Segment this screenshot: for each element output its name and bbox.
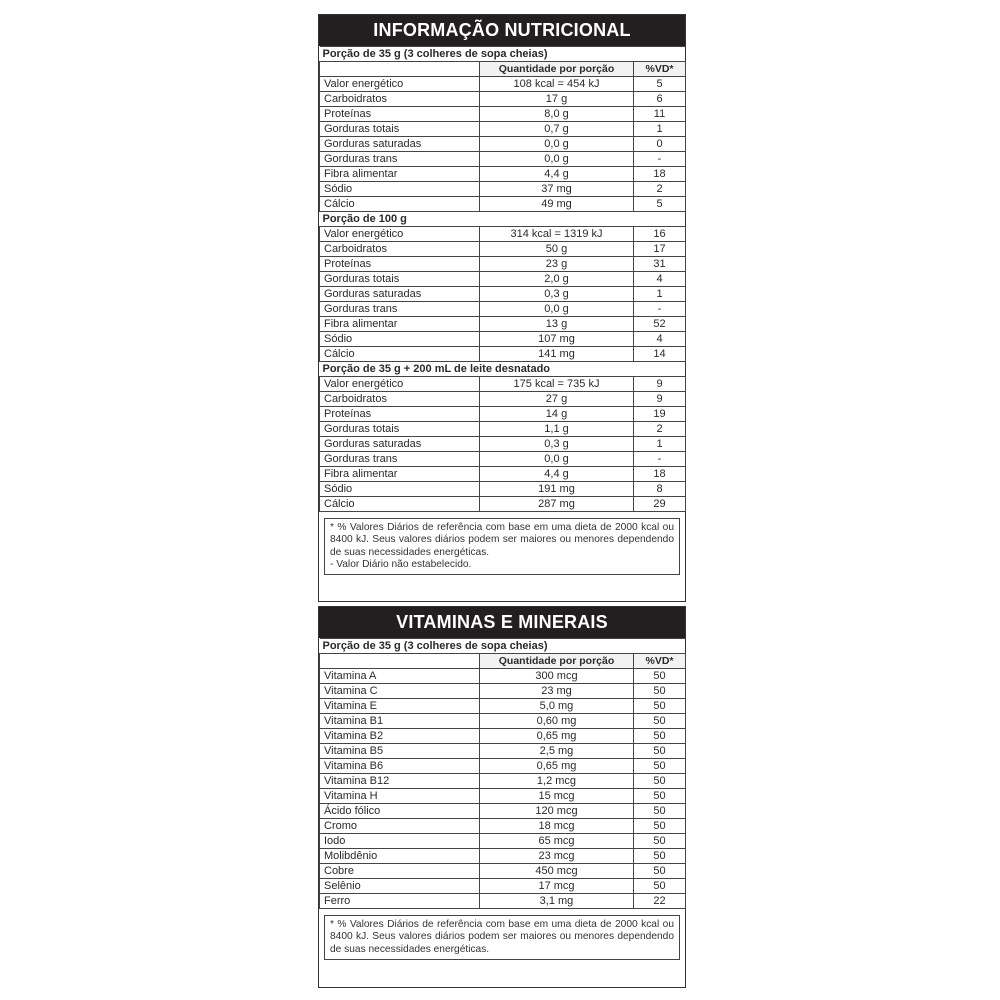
nutrition-footnote xyxy=(324,518,680,575)
nutrient-amount: 4,4 g xyxy=(480,167,634,182)
nutrient-name: Sódio xyxy=(320,332,480,347)
nutrient-daily-value: 9 xyxy=(634,392,686,407)
nutrient-daily-value: 50 xyxy=(634,879,686,894)
nutrient-name: Vitamina B1 xyxy=(320,714,480,729)
nutrient-daily-value: - xyxy=(634,302,686,317)
column-header-blank xyxy=(320,62,480,77)
nutrient-name: Gorduras saturadas xyxy=(320,287,480,302)
nutrient-amount: 23 g xyxy=(480,257,634,272)
nutrient-daily-value: 29 xyxy=(634,497,686,512)
footnote-text: * % Valores Diários de referência com base em uma dieta de 2000 kcal ou 8400 kJ. Seus valores diários podem ser maiores ou menores dependendo de suas necessidades energéticas. xyxy=(330,919,674,955)
nutrient-amount: 23 mcg xyxy=(480,849,634,864)
table-row xyxy=(320,377,686,392)
table-row xyxy=(320,729,686,744)
nutrient-daily-value: 1 xyxy=(634,122,686,137)
table-row xyxy=(320,257,686,272)
nutrient-amount: 0,60 mg xyxy=(480,714,634,729)
nutrient-daily-value: 4 xyxy=(634,332,686,347)
table-row xyxy=(320,107,686,122)
table-row xyxy=(320,804,686,819)
column-header-vd: %VD* xyxy=(634,62,686,77)
nutrient-daily-value: 50 xyxy=(634,804,686,819)
table-row xyxy=(320,497,686,512)
nutrient-name: Vitamina B12 xyxy=(320,774,480,789)
nutrient-name: Cálcio xyxy=(320,197,480,212)
nutrient-amount: 14 g xyxy=(480,407,634,422)
nutrition-facts-panel xyxy=(318,14,686,602)
nutrient-name: Cromo xyxy=(320,819,480,834)
nutrient-name: Gorduras totais xyxy=(320,122,480,137)
nutrient-daily-value: 50 xyxy=(634,774,686,789)
table-row xyxy=(320,122,686,137)
nutrient-name: Molibdênio xyxy=(320,849,480,864)
nutrient-name: Gorduras totais xyxy=(320,272,480,287)
table-row xyxy=(320,482,686,497)
table-row xyxy=(320,714,686,729)
nutrient-amount: 65 mcg xyxy=(480,834,634,849)
nutrient-amount: 15 mcg xyxy=(480,789,634,804)
nutrient-name: Sódio xyxy=(320,182,480,197)
nutrient-daily-value: 50 xyxy=(634,699,686,714)
table-row xyxy=(320,744,686,759)
nutrient-amount: 175 kcal = 735 kJ xyxy=(480,377,634,392)
nutrient-amount: 120 mcg xyxy=(480,804,634,819)
table-row xyxy=(320,167,686,182)
nutrient-name: Valor energético xyxy=(320,227,480,242)
nutrient-daily-value: 9 xyxy=(634,377,686,392)
serving-heading-row xyxy=(320,212,686,227)
table-row xyxy=(320,669,686,684)
nutrient-name: Proteínas xyxy=(320,107,480,122)
table-row xyxy=(320,684,686,699)
nutrient-daily-value: 5 xyxy=(634,77,686,92)
nutrient-amount: 37 mg xyxy=(480,182,634,197)
nutrient-daily-value: 22 xyxy=(634,894,686,909)
nutrient-name: Gorduras saturadas xyxy=(320,437,480,452)
nutrient-daily-value: 2 xyxy=(634,422,686,437)
nutrient-amount: 0,0 g xyxy=(480,302,634,317)
column-header-row xyxy=(320,62,686,77)
nutrient-daily-value: 50 xyxy=(634,729,686,744)
table-row xyxy=(320,302,686,317)
vitamins-minerals-panel xyxy=(318,606,686,988)
nutrient-daily-value: - xyxy=(634,452,686,467)
nutrient-name: Proteínas xyxy=(320,257,480,272)
nutrition-title: INFORMAÇÃO NUTRICIONAL xyxy=(319,15,685,46)
table-row xyxy=(320,347,686,362)
nutrient-amount: 0,7 g xyxy=(480,122,634,137)
serving-heading: Porção de 35 g (3 colheres de sopa cheias) xyxy=(320,639,686,654)
nutrient-amount: 0,0 g xyxy=(480,452,634,467)
nutrient-name: Cálcio xyxy=(320,497,480,512)
nutrient-daily-value: 16 xyxy=(634,227,686,242)
nutrient-daily-value: 50 xyxy=(634,684,686,699)
table-row xyxy=(320,407,686,422)
nutrient-amount: 0,0 g xyxy=(480,137,634,152)
nutrient-amount: 49 mg xyxy=(480,197,634,212)
table-row xyxy=(320,864,686,879)
vitamins-footnote xyxy=(324,915,680,960)
nutrient-amount: 300 mcg xyxy=(480,669,634,684)
nutrient-name: Fibra alimentar xyxy=(320,467,480,482)
nutrient-name: Ferro xyxy=(320,894,480,909)
nutrient-daily-value: 50 xyxy=(634,849,686,864)
nutrient-name: Proteínas xyxy=(320,407,480,422)
nutrient-name: Gorduras totais xyxy=(320,422,480,437)
nutrient-daily-value: 50 xyxy=(634,834,686,849)
nutrient-name: Vitamina C xyxy=(320,684,480,699)
table-row xyxy=(320,789,686,804)
table-row xyxy=(320,242,686,257)
nutrient-amount: 2,5 mg xyxy=(480,744,634,759)
table-row xyxy=(320,272,686,287)
table-row xyxy=(320,227,686,242)
nutrient-name: Cálcio xyxy=(320,347,480,362)
table-row xyxy=(320,287,686,302)
nutrient-amount: 27 g xyxy=(480,392,634,407)
column-header-vd: %VD* xyxy=(634,654,686,669)
nutrient-name: Vitamina H xyxy=(320,789,480,804)
nutrient-daily-value: 50 xyxy=(634,864,686,879)
nutrient-name: Vitamina B2 xyxy=(320,729,480,744)
nutrient-name: Selênio xyxy=(320,879,480,894)
table-row xyxy=(320,92,686,107)
nutrient-name: Valor energético xyxy=(320,377,480,392)
nutrient-name: Gorduras trans xyxy=(320,302,480,317)
nutrient-daily-value: 6 xyxy=(634,92,686,107)
nutrient-amount: 0,0 g xyxy=(480,152,634,167)
serving-heading: Porção de 35 g + 200 mL de leite desnatado xyxy=(320,362,686,377)
vitamins-table xyxy=(319,638,686,909)
table-row xyxy=(320,137,686,152)
nutrient-name: Carboidratos xyxy=(320,392,480,407)
nutrient-amount: 13 g xyxy=(480,317,634,332)
nutrient-daily-value: 50 xyxy=(634,714,686,729)
nutrient-amount: 3,1 mg xyxy=(480,894,634,909)
nutrient-amount: 191 mg xyxy=(480,482,634,497)
table-row xyxy=(320,332,686,347)
footnote-text-2: - Valor Diário não estabelecido. xyxy=(330,558,472,570)
table-row xyxy=(320,879,686,894)
nutrient-name: Fibra alimentar xyxy=(320,317,480,332)
nutrient-daily-value: - xyxy=(634,152,686,167)
nutrient-name: Vitamina B6 xyxy=(320,759,480,774)
nutrient-amount: 0,3 g xyxy=(480,437,634,452)
table-row xyxy=(320,467,686,482)
nutrient-name: Gorduras saturadas xyxy=(320,137,480,152)
nutrient-daily-value: 19 xyxy=(634,407,686,422)
table-row xyxy=(320,699,686,714)
nutrient-amount: 1,2 mcg xyxy=(480,774,634,789)
table-row xyxy=(320,422,686,437)
nutrient-daily-value: 14 xyxy=(634,347,686,362)
nutrient-daily-value: 2 xyxy=(634,182,686,197)
table-row xyxy=(320,317,686,332)
nutrient-amount: 8,0 g xyxy=(480,107,634,122)
column-header-row xyxy=(320,654,686,669)
nutrient-daily-value: 11 xyxy=(634,107,686,122)
table-row xyxy=(320,849,686,864)
footnote-text: * % Valores Diários de referência com base em uma dieta de 2000 kcal ou 8400 kJ. Seus valores diários podem ser maiores ou menores dependendo de suas necessidades energéticas. xyxy=(330,522,674,558)
nutrient-daily-value: 31 xyxy=(634,257,686,272)
nutrient-name: Valor energético xyxy=(320,77,480,92)
nutrient-daily-value: 50 xyxy=(634,669,686,684)
nutrient-daily-value: 8 xyxy=(634,482,686,497)
nutrient-amount: 4,4 g xyxy=(480,467,634,482)
nutrient-name: Fibra alimentar xyxy=(320,167,480,182)
nutrient-name: Gorduras trans xyxy=(320,152,480,167)
nutrient-daily-value: 50 xyxy=(634,759,686,774)
vitamins-title: VITAMINAS E MINERAIS xyxy=(319,607,685,638)
table-row xyxy=(320,834,686,849)
nutrient-amount: 23 mg xyxy=(480,684,634,699)
nutrient-amount: 141 mg xyxy=(480,347,634,362)
nutrient-daily-value: 18 xyxy=(634,467,686,482)
nutrient-daily-value: 52 xyxy=(634,317,686,332)
nutrient-amount: 0,65 mg xyxy=(480,759,634,774)
nutrient-amount: 5,0 mg xyxy=(480,699,634,714)
table-row xyxy=(320,197,686,212)
serving-heading-row xyxy=(320,362,686,377)
nutrient-name: Carboidratos xyxy=(320,92,480,107)
nutrient-amount: 0,3 g xyxy=(480,287,634,302)
table-row xyxy=(320,894,686,909)
nutrient-daily-value: 4 xyxy=(634,272,686,287)
nutrient-amount: 450 mcg xyxy=(480,864,634,879)
nutrient-daily-value: 5 xyxy=(634,197,686,212)
nutrient-name: Sódio xyxy=(320,482,480,497)
nutrient-amount: 2,0 g xyxy=(480,272,634,287)
nutrient-daily-value: 0 xyxy=(634,137,686,152)
table-row xyxy=(320,77,686,92)
nutrient-name: Vitamina A xyxy=(320,669,480,684)
table-row xyxy=(320,392,686,407)
serving-heading-row xyxy=(320,639,686,654)
table-row xyxy=(320,152,686,167)
nutrient-amount: 0,65 mg xyxy=(480,729,634,744)
nutrient-amount: 314 kcal = 1319 kJ xyxy=(480,227,634,242)
column-header-blank xyxy=(320,654,480,669)
serving-heading: Porção de 35 g (3 colheres de sopa cheias) xyxy=(320,47,686,62)
nutrient-amount: 50 g xyxy=(480,242,634,257)
nutrient-amount: 1,1 g xyxy=(480,422,634,437)
serving-heading-row xyxy=(320,47,686,62)
column-header-quantity: Quantidade por porção xyxy=(480,654,634,669)
nutrient-daily-value: 1 xyxy=(634,287,686,302)
nutrient-amount: 107 mg xyxy=(480,332,634,347)
nutrient-daily-value: 17 xyxy=(634,242,686,257)
nutrient-name: Vitamina E xyxy=(320,699,480,714)
nutrient-name: Cobre xyxy=(320,864,480,879)
nutrient-daily-value: 18 xyxy=(634,167,686,182)
nutrient-name: Vitamina B5 xyxy=(320,744,480,759)
table-row xyxy=(320,452,686,467)
nutrient-daily-value: 50 xyxy=(634,819,686,834)
nutrient-daily-value: 1 xyxy=(634,437,686,452)
nutrition-table xyxy=(319,46,686,512)
table-row xyxy=(320,759,686,774)
nutrient-name: Gorduras trans xyxy=(320,452,480,467)
nutrient-name: Ácido fólico xyxy=(320,804,480,819)
nutrient-name: Iodo xyxy=(320,834,480,849)
table-row xyxy=(320,182,686,197)
table-row xyxy=(320,437,686,452)
table-row xyxy=(320,774,686,789)
column-header-quantity: Quantidade por porção xyxy=(480,62,634,77)
table-row xyxy=(320,819,686,834)
nutrient-daily-value: 50 xyxy=(634,789,686,804)
nutrient-name: Carboidratos xyxy=(320,242,480,257)
nutrient-amount: 17 mcg xyxy=(480,879,634,894)
nutrient-amount: 108 kcal = 454 kJ xyxy=(480,77,634,92)
nutrient-amount: 17 g xyxy=(480,92,634,107)
nutrient-amount: 18 mcg xyxy=(480,819,634,834)
nutrient-daily-value: 50 xyxy=(634,744,686,759)
serving-heading: Porção de 100 g xyxy=(320,212,686,227)
nutrient-amount: 287 mg xyxy=(480,497,634,512)
